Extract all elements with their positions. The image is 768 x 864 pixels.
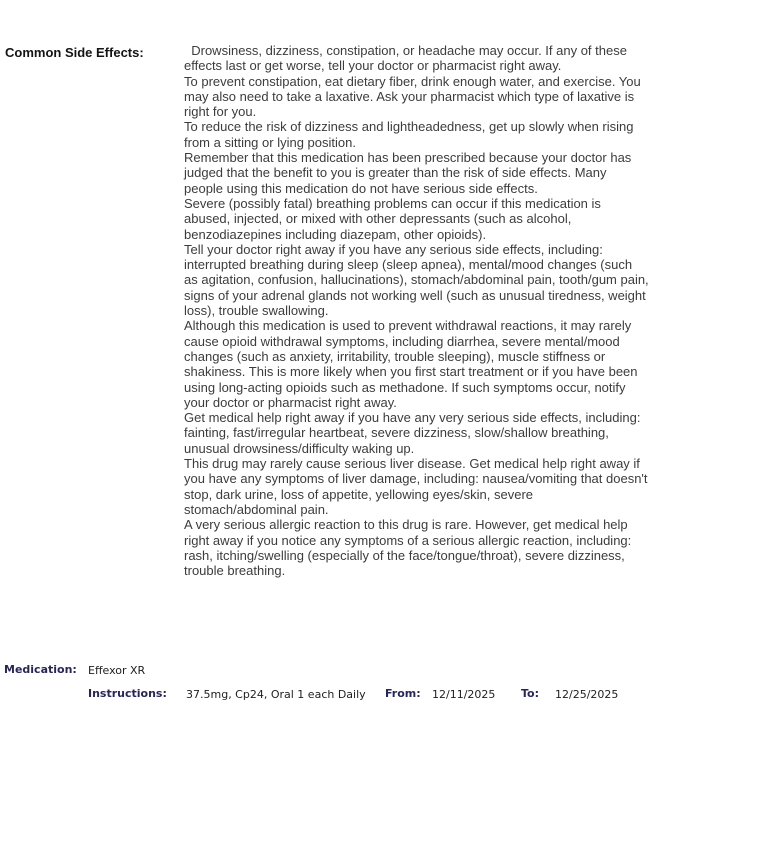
side-effects-paragraph: Get medical help right away if you have any very serious side effects, including: fainting, fast/irregular heartbeat, severe dizziness, slow/shallow breathing, unusual drowsiness/difficulty waking up. (184, 410, 645, 456)
medication-label: Medication: (4, 663, 77, 676)
side-effects-paragraph: A very serious allergic reaction to this drug is rare. However, get medical help right away if you notice any symptoms of a serious allergic reaction, including: rash, itching/swelling (especially of the face/tongue/throat), severe dizziness, trouble breathing. (184, 517, 635, 579)
to-date-label: To: (521, 687, 539, 700)
instructions-label: Instructions: (88, 687, 167, 700)
instructions-value: 37.5mg, Cp24, Oral 1 each Daily (186, 688, 366, 701)
side-effects-paragraph: This drug may rarely cause serious liver disease. Get medical help right away if you have any symptoms of liver damage, including: nausea/vomiting that doesn't stop, dark urine, loss of appetite, yellowing eyes/skin, severe stomach/abdominal pain. (184, 456, 652, 517)
to-date-value: 12/25/2025 (555, 688, 619, 701)
side-effects-paragraph: To prevent constipation, eat dietary fiber, drink enough water, and exercise. You may also need to take a laxative. Ask your pharmacist which type of laxative is right for you. (184, 73, 645, 120)
from-date-label: From: (385, 687, 421, 700)
side-effects-paragraph: Drowsiness, dizziness, constipation, or headache may occur. If any of these effects last or get worse, tell your doctor or pharmacist right away. (184, 43, 631, 74)
side-effects-paragraph: Remember that this medication has been prescribed because your doctor has judged that the benefit to you is greater than the risk of side effects. Many people using this medication do not have serious side effects. (184, 150, 635, 196)
common-side-effects-text (184, 43, 653, 579)
common-side-effects-label: Common Side Effects: (5, 45, 144, 60)
from-date-value: 12/11/2025 (432, 688, 496, 701)
medication-value: Effexor XR (88, 664, 146, 677)
side-effects-paragraph: Tell your doctor right away if you have any serious side effects, including: interrupted breathing during sleep (sleep apnea), mental/mood changes (such as agitation, confusion, hallucinations), stomach/abdominal pain, tooth/gum pain, signs of your adrenal glands not working well (such as unusual tiredness, weight loss), trouble swallowing. (184, 241, 653, 319)
side-effects-paragraph: To reduce the risk of dizziness and lightheadedness, get up slowly when rising from a sitting or lying position. (184, 119, 638, 150)
side-effects-paragraph: Although this medication is used to prevent withdrawal reactions, it may rarely cause opioid withdrawal symptoms, including diarrhea, severe mental/mood changes (such as anxiety, irritability, trouble sleeping), muscle stiffness or shakiness. This is more likely when you first start treatment or if you have been using long-acting opioids such as methadone. If such symptoms occur, notify your doctor or pharmacist right away. (184, 318, 642, 410)
side-effects-paragraph: Severe (possibly fatal) breathing problems can occur if this medication is abused, injected, or mixed with other depressants (such as alcohol, benzodiazepines including diazepam, other opioids). (184, 195, 605, 242)
